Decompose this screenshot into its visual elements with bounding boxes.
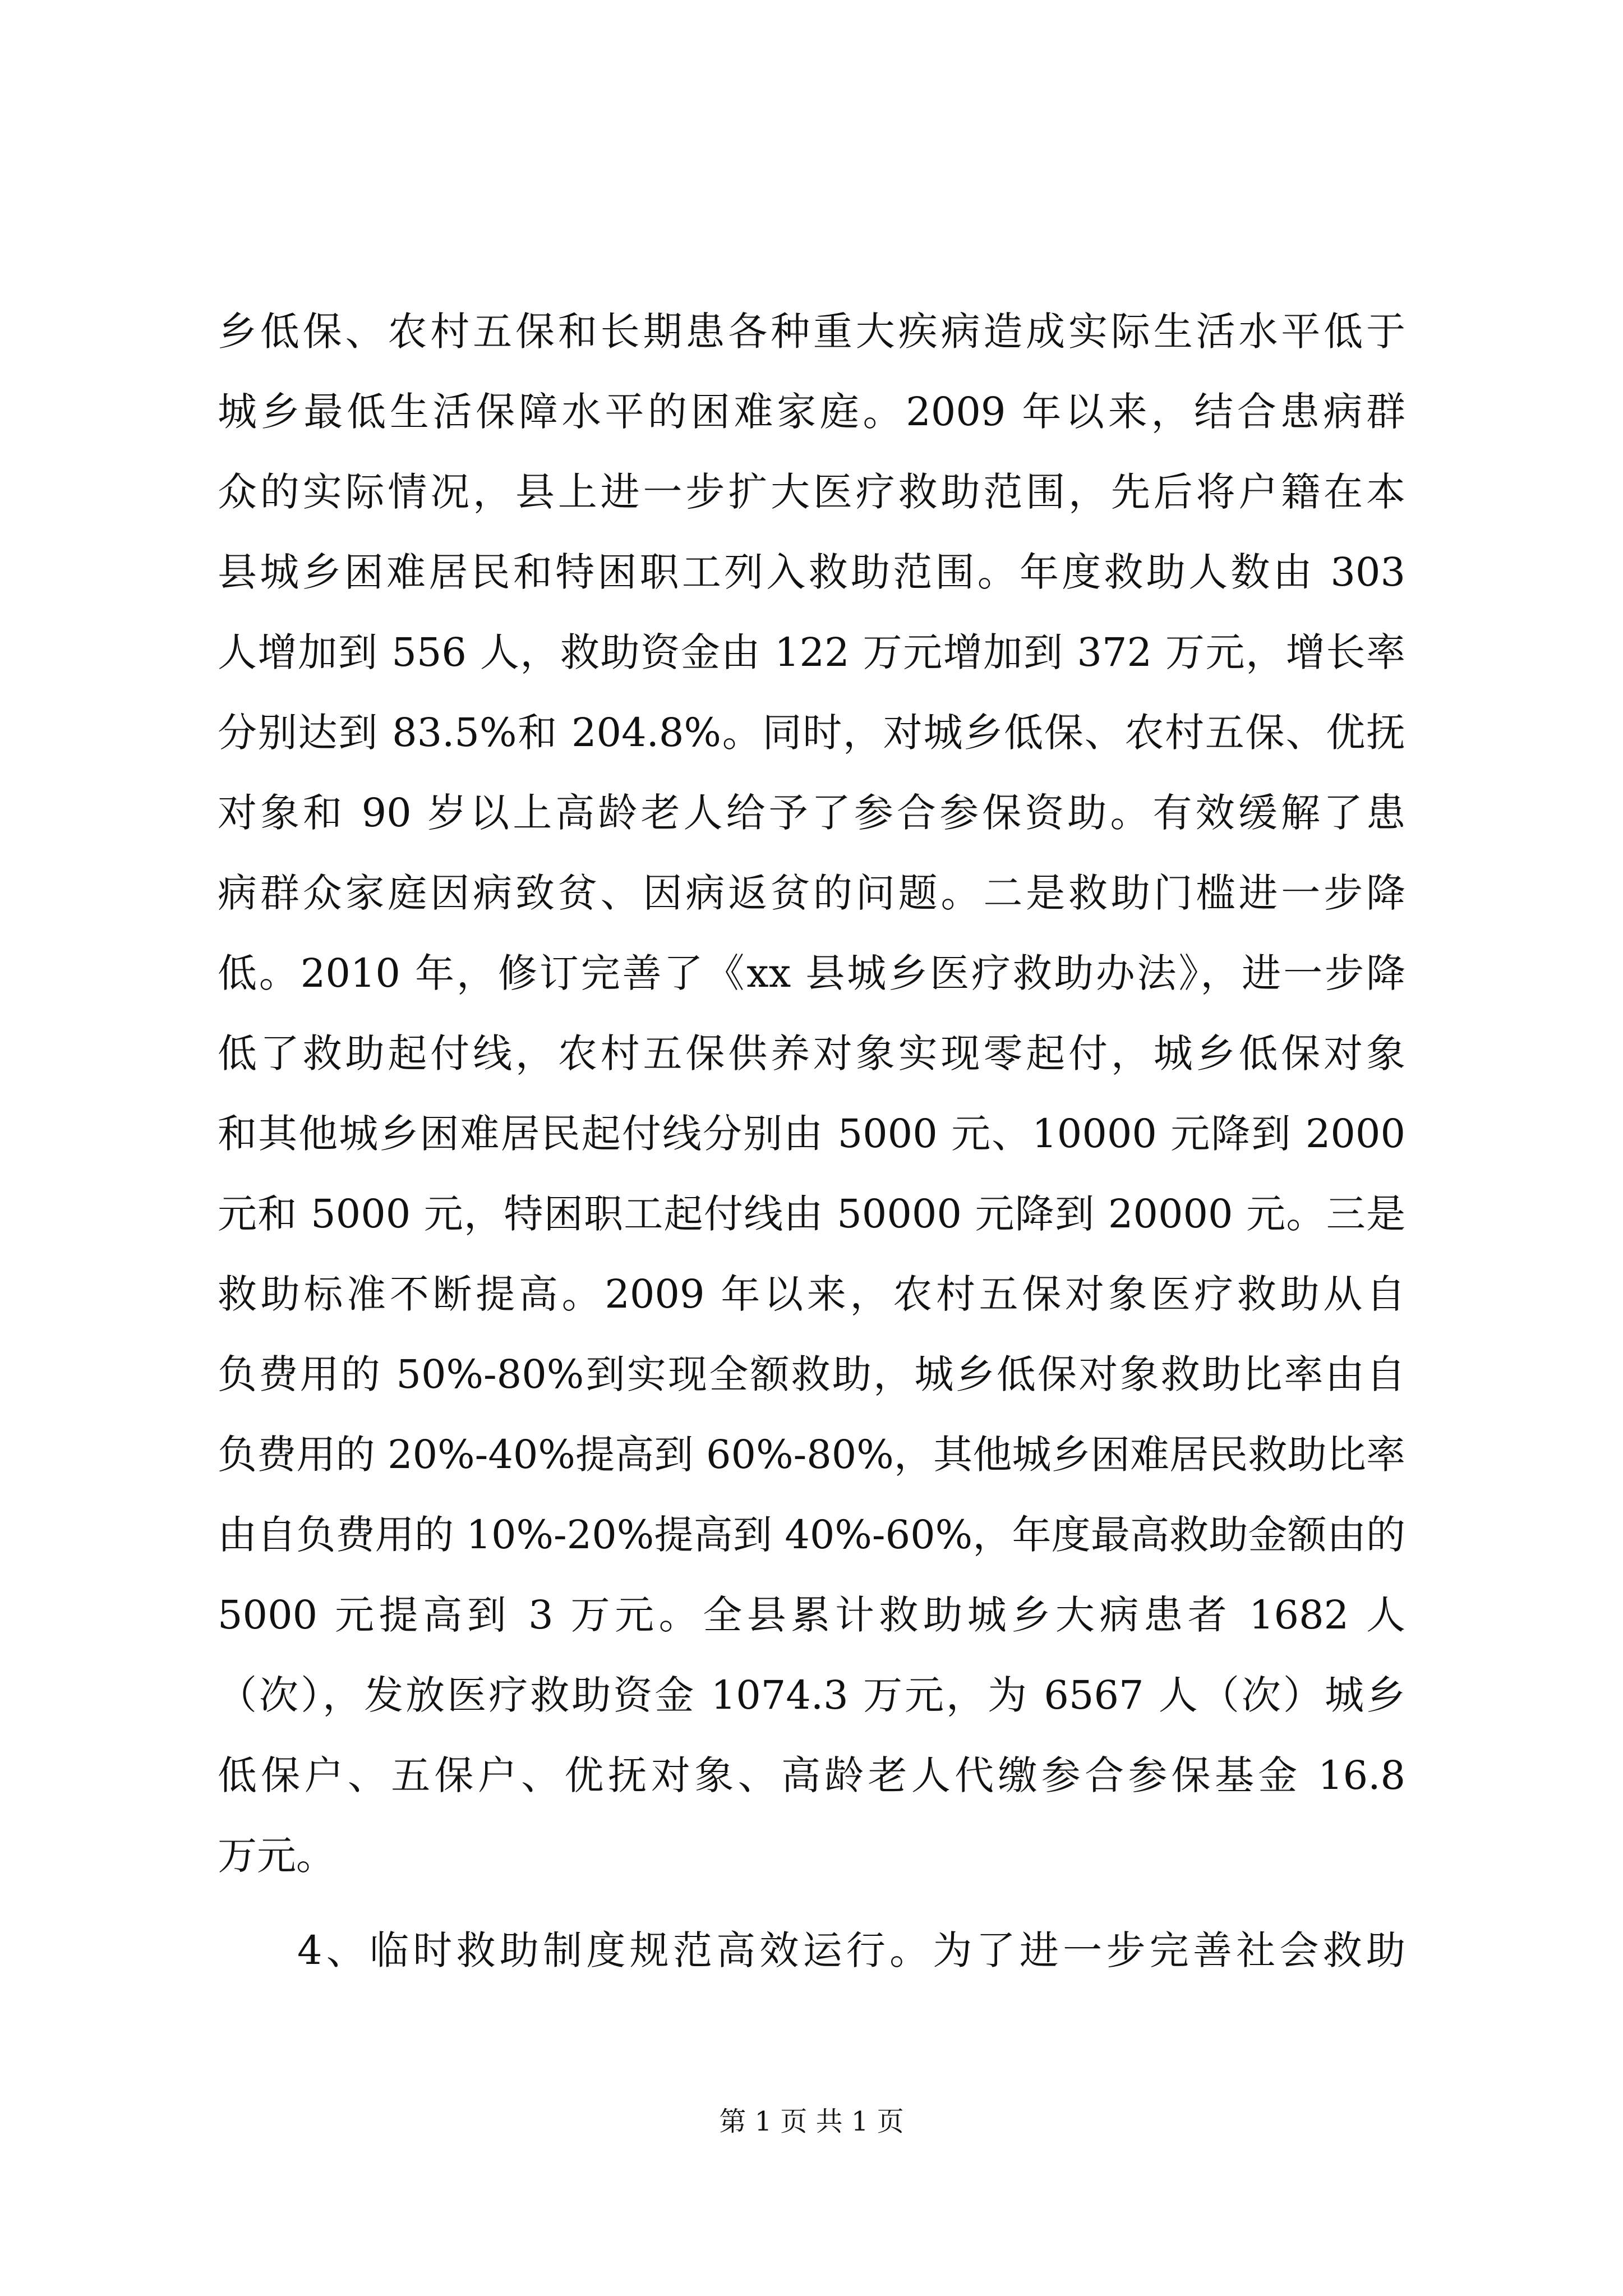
text-line: 低了救助起付线，农村五保供养对象实现零起付，城乡低保对象 bbox=[218, 1030, 1405, 1076]
text-line: 城乡最低生活保障水平的困难家庭。2009 年以来，结合患病群 bbox=[218, 389, 1405, 435]
text-line: 病群众家庭因病致贫、因病返贫的问题。二是救助门槛进一步降 bbox=[218, 870, 1405, 916]
text-line: 分别达到 83.5%和 204.8%。同时，对城乡低保、农村五保、优抚 bbox=[218, 710, 1405, 756]
text-line: 救助标准不断提高。2009 年以来，农村五保对象医疗救助从自 bbox=[218, 1271, 1405, 1317]
text-line: 负费用的 50%-80%到实现全额救助，城乡低保对象救助比率由自 bbox=[218, 1351, 1405, 1397]
text-line: 乡低保、农村五保和长期患各种重大疾病造成实际生活水平低于 bbox=[218, 309, 1405, 355]
body-text bbox=[218, 292, 1405, 1991]
text-line: 负费用的 20%-40%提高到 60%-80%，其他城乡困难居民救助比率 bbox=[218, 1432, 1405, 1478]
text-line: 和其他城乡困难居民起付线分别由 5000 元、10000 元降到 2000 bbox=[218, 1111, 1405, 1157]
text-line: 低保户、五保户、优抚对象、高龄老人代缴参合参保基金 16.8 bbox=[218, 1752, 1405, 1798]
text-line: 低。2010 年，修订完善了《xx 县城乡医疗救助办法》，进一步降 bbox=[218, 950, 1405, 996]
paragraph bbox=[218, 1911, 1405, 1991]
text-line: 5000 元提高到 3 万元。全县累计救助城乡大病患者 1682 人 bbox=[218, 1592, 1405, 1638]
text-line: 万元。 bbox=[218, 1833, 335, 1879]
page-number: 第 1 页 共 1 页 bbox=[719, 2106, 904, 2137]
text-line: 人增加到 556 人，救助资金由 122 万元增加到 372 万元，增长率 bbox=[218, 629, 1405, 675]
text-line: 县城乡困难居民和特困职工列入救助范围。年度救助人数由 303 bbox=[218, 549, 1405, 595]
text-line: 众的实际情况，县上进一步扩大医疗救助范围，先后将户籍在本 bbox=[218, 469, 1405, 515]
paragraph bbox=[218, 292, 1405, 1896]
text-line: 元和 5000 元，特困职工起付线由 50000 元降到 20000 元。三是 bbox=[218, 1191, 1405, 1237]
text-line: 4、临时救助制度规范高效运行。为了进一步完善社会救助 bbox=[297, 1927, 1405, 1973]
text-line: 对象和 90 岁以上高龄老人给予了参合参保资助。有效缓解了患 bbox=[218, 790, 1405, 836]
page-footer bbox=[0, 2105, 1623, 2138]
text-line: 由自负费用的 10%-20%提高到 40%-60%，年度最高救助金额由的 bbox=[218, 1512, 1405, 1558]
text-line: （次），发放医疗救助资金 1074.3 万元，为 6567 人（次）城乡 bbox=[218, 1672, 1405, 1718]
paragraph-spacer bbox=[218, 1896, 1405, 1911]
